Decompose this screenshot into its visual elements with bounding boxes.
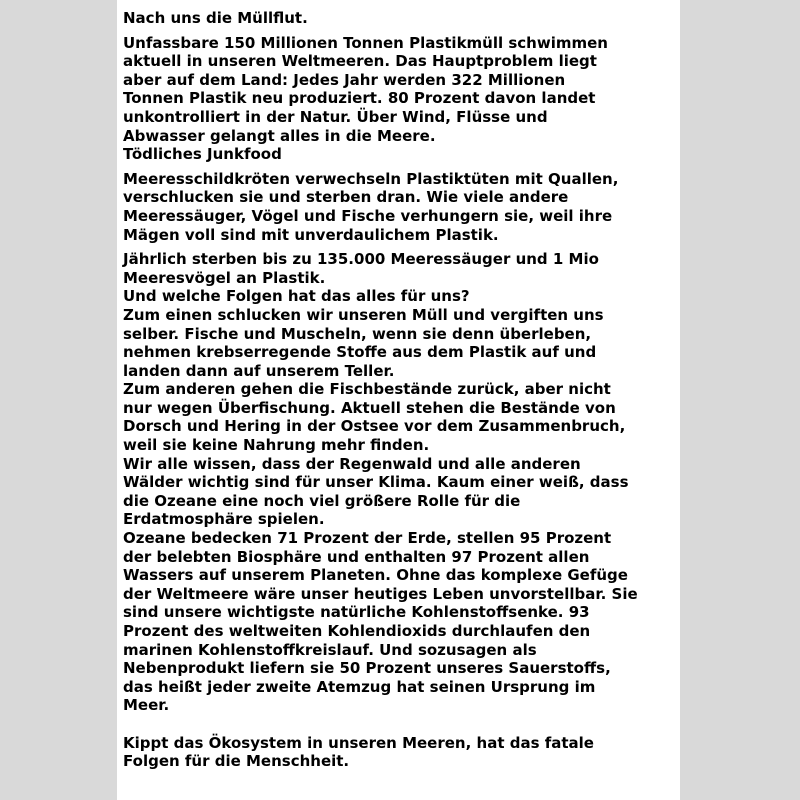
section-heading: Tödliches Junkfood	[123, 145, 282, 164]
document-page	[117, 0, 680, 800]
text-line: Meeressäuger, Vögel und Fische verhungern sie, weil ihre	[123, 206, 613, 225]
text-line: aber auf dem Land: Jedes Jahr werden 322 Millionen	[123, 70, 566, 89]
text-line: Zum anderen gehen die Fischbestände zurück, aber nicht	[123, 380, 611, 399]
text-line: Jährlich sterben bis zu 135.000 Meeressäuger und 1 Mio	[123, 250, 599, 269]
text-line: verschlucken sie und sterben dran. Wie viele andere	[123, 188, 569, 207]
text-line: Folgen für die Menschheit.	[123, 752, 350, 771]
text-line: Dorsch und Hering in der Ostsee vor dem Zusammenbruch,	[123, 417, 626, 436]
body-paragraph	[123, 250, 680, 715]
text-line: das heißt jeder zweite Atemzug hat seinen Ursprung im	[123, 677, 596, 696]
text-line: Prozent des weltweiten Kohlendioxids durchlaufen den	[123, 622, 591, 640]
text-line: Zum einen schlucken wir unseren Müll und vergiften uns	[123, 305, 604, 324]
junkfood-paragraph	[123, 170, 680, 244]
text-line: Wassers auf unserem Planeten. Ohne das komplexe Gefüge	[123, 566, 628, 585]
text-line: sind unsere wichtigste natürliche Kohlenstoffsenke. 93	[123, 603, 590, 622]
text-line: Erdatmosphäre spielen.	[123, 510, 325, 529]
text-line: weil sie keine Nahrung mehr finden.	[123, 436, 430, 455]
closing-paragraph	[123, 734, 680, 771]
document-title: Nach uns die Müllflut.	[123, 9, 308, 27]
text-line: Kippt das Ökosystem in unseren Meeren, hat das fatale	[123, 733, 594, 752]
text-line: Ozeane bedecken 71 Prozent der Erde, stellen 95 Prozent	[123, 529, 612, 548]
text-line: Unfassbare 150 Millionen Tonnen Plastikmüll schwimmen	[123, 33, 608, 52]
text-line: landen dann auf unserem Teller.	[123, 361, 395, 380]
text-line: marinen Kohlenstoffkreislauf. Und sozusagen als	[123, 640, 537, 659]
text-line: nur wegen Überfischung. Aktuell stehen die Bestände von	[123, 398, 616, 417]
text-line: selber. Fische und Muscheln, wenn sie denn überleben,	[123, 324, 592, 343]
text-line: Und welche Folgen hat das alles für uns?	[123, 287, 470, 306]
text-line: nehmen krebserregende Stoffe aus dem Plastik auf und	[123, 343, 597, 362]
blank-line	[123, 715, 680, 734]
text-line: der belebten Biosphäre und enthalten 97 Prozent allen	[123, 547, 590, 566]
text-line: Meeresschildkröten verwechseln Plastiktüten mit Quallen,	[123, 169, 619, 188]
text-line: Meeresvögel an Plastik.	[123, 268, 326, 287]
text-line: Wir alle wissen, dass der Regenwald und alle anderen	[123, 454, 581, 473]
text-line: aktuell in unseren Weltmeeren. Das Hauptproblem liegt	[123, 52, 597, 71]
text-line: Nebenprodukt liefern sie 50 Prozent unseres Sauerstoffs,	[123, 659, 611, 678]
text-line: Tonnen Plastik neu produziert. 80 Prozent davon landet	[123, 89, 596, 108]
text-line: die Ozeane eine noch viel größere Rolle für die	[123, 491, 521, 510]
text-line: unkontrolliert in der Natur. Über Wind, Flüsse und	[123, 107, 548, 126]
intro-paragraph	[123, 34, 680, 146]
text-line: der Weltmeere wäre unser heutiges Leben unvorstellbar. Sie	[123, 584, 638, 603]
text-line: Meer.	[123, 696, 170, 715]
text-line: Wälder wichtig sind für unser Klima. Kaum einer weiß, dass	[123, 473, 629, 492]
text-line: Mägen voll sind mit unverdaulichem Plastik.	[123, 225, 499, 244]
text-line: Abwasser gelangt alles in die Meere.	[123, 126, 436, 145]
